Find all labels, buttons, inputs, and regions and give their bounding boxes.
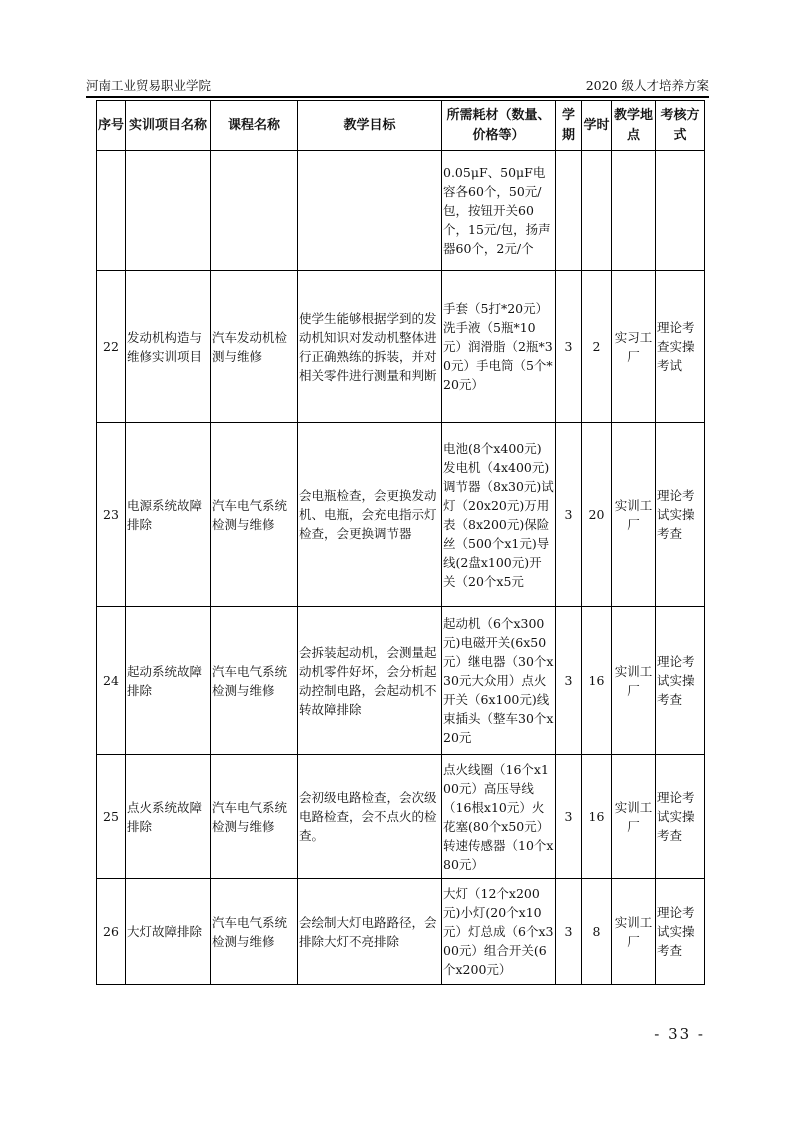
cell-project: 点火系统故障排除 [126,755,211,879]
col-header-term: 学期 [556,101,582,151]
cell-place: 实训工厂 [612,607,656,755]
header-document-title: 2020 级人才培养方案 [585,78,709,93]
cell-term: 3 [556,271,582,423]
cell-course: 汽车电气系统检测与维修 [211,607,298,755]
cell-hours: 16 [582,755,612,879]
col-header-no: 序号 [97,101,126,151]
cell-exam: 理论考试实操考查 [656,879,705,985]
cell-materials: 起动机（6个x300元)电磁开关(6x50元）继电器（30个x30元大众用）点火开关（6x100元)线束插头（整车30个x20元 [442,607,556,755]
col-header-project: 实训项目名称 [126,101,211,151]
cell-hours: 2 [582,271,612,423]
page-number: - 33 - [654,1025,705,1043]
cell-term: 3 [556,607,582,755]
table-row [97,423,705,607]
cell-course: 汽车电气系统检测与维修 [211,423,298,607]
cell-exam: 理论考查实操考试 [656,271,705,423]
cell-materials: 大灯（12个x200元)小灯(20个x10元）灯总成（6个x300元）组合开关(6个x200元） [442,879,556,985]
cell-course: 汽车发动机检测与维修 [211,271,298,423]
header-rule [86,96,709,98]
cell-materials: 0.05μF、50μF电容各60个，50元/包，按钮开关60个，15元/包，扬声器60个，2元/个 [442,151,556,271]
cell-no: 26 [97,879,126,985]
col-header-course: 课程名称 [211,101,298,151]
cell-hours: 16 [582,607,612,755]
col-header-place: 教学地点 [612,101,656,151]
cell-goal: 会绘制大灯电路路径，会排除大灯不亮排除 [298,879,442,985]
cell-materials: 点火线圈（16个x100元）高压导线（16根x10元）火花塞(80个x50元）转速传感器（10个x80元） [442,755,556,879]
table-row [97,879,705,985]
cell-course: 汽车电气系统检测与维修 [211,755,298,879]
cell-materials: 电池(8个x400元)发电机（4x400元)调节器（8x30元)试灯（20x20元)万用表（8x200元)保险丝（500个x1元)导线(2盘x100元)开关（20个x5元 [442,423,556,607]
cell-exam: 理论考试实操考查 [656,607,705,755]
cell-exam: 理论考试实操考查 [656,755,705,879]
cell-no: 22 [97,271,126,423]
table-row [97,755,705,879]
cell-place: 实训工厂 [612,423,656,607]
cell-place: 实训工厂 [612,755,656,879]
header-school-name: 河南工业贸易职业学院 [86,78,212,93]
cell-exam: 理论考试实操考查 [656,423,705,607]
cell-goal: 会初级电路检查，会次级电路检查，会不点火的检查。 [298,755,442,879]
training-table [96,100,705,985]
cell-goal: 会拆装起动机，会测量起动机零件好坏，会分析起动控制电路，会起动机不转故障排除 [298,607,442,755]
cell-place: 实习工厂 [612,271,656,423]
cell-no: 24 [97,607,126,755]
cell-term: 3 [556,423,582,607]
table-row [97,607,705,755]
cell-goal: 使学生能够根据学到的发动机知识对发动机整体进行正确熟练的拆装，并对相关零件进行测量和判断 [298,271,442,423]
cell-materials: 手套（5打*20元）洗手液（5瓶*10元）润滑脂（2瓶*30元）手电筒（5个*20元） [442,271,556,423]
cell-goal: 会电瓶检查，会更换发动机、电瓶，会充电指示灯检查，会更换调节器 [298,423,442,607]
col-header-goal: 教学目标 [298,101,442,151]
col-header-materials: 所需耗材（数量、价格等） [442,101,556,151]
cell-project: 大灯故障排除 [126,879,211,985]
cell-place: 实训工厂 [612,879,656,985]
cell-no: 23 [97,423,126,607]
table-row [97,271,705,423]
col-header-hours: 学时 [582,101,612,151]
cell-term: 3 [556,755,582,879]
col-header-exam: 考核方式 [656,101,705,151]
cell-project: 电源系统故障排除 [126,423,211,607]
table-header-row [97,101,705,151]
cell-course: 汽车电气系统检测与维修 [211,879,298,985]
cell-hours: 20 [582,423,612,607]
cell-no: 25 [97,755,126,879]
cell-term: 3 [556,879,582,985]
cell-project: 发动机构造与维修实训项目 [126,271,211,423]
table-row-continued [97,151,705,271]
cell-hours: 8 [582,879,612,985]
cell-project: 起动系统故障排除 [126,607,211,755]
